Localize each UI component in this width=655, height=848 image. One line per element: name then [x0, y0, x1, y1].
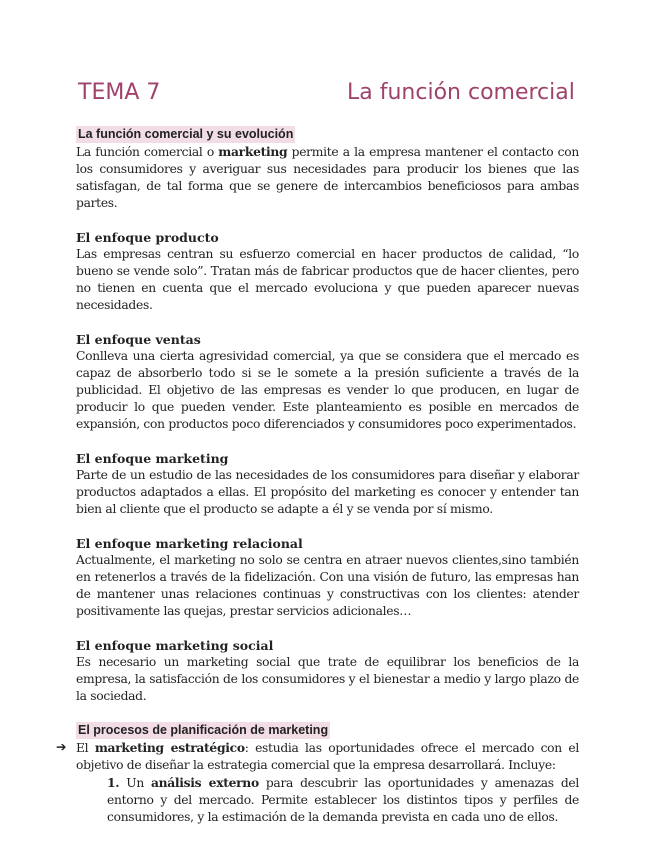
bullet-text: [76, 739, 579, 774]
page-title: La función comercial: [347, 80, 575, 105]
text-span: Un: [119, 776, 151, 790]
text-span: : estudia las oportunidades ofrece el mercado con el objetivo de diseñar la estrategia comercial que la empresa desarrollará. Incluye:: [76, 741, 579, 772]
numbered-item: [76, 774, 579, 826]
item-number: 1.: [107, 775, 120, 790]
section-paragraph: Parte de un estudio de las necesidades de los consumidores para diseñar y elaborar productos adaptados a ellas. El propósito del marketing es conocer y entender tan bien al cliente que el producto se adapte a él y se venda por sí mismo.: [76, 468, 579, 516]
section-commercial-function: [76, 126, 579, 212]
section-marketing-approach: [76, 450, 579, 518]
document-body: [56, 126, 580, 826]
section-heading: El enfoque ventas: [76, 332, 201, 347]
arrow-bullet-icon: ➔: [56, 740, 67, 754]
bold-term: análisis externo: [150, 775, 259, 790]
section-paragraph: [76, 143, 579, 212]
section-planning-process: [56, 722, 580, 826]
section-paragraph: Conlleva una cierta agresividad comercial, ya que se considera que el mercado es capaz de absorberlo todo si se le somete a la presión suficiente a través de la publicidad. El objetivo de las empresas es vender lo que producen, en lugar de producir lo que pueden vender. Este planteamiento es posible en mercados de expansión, con productos poco diferenciados y consumidores poco experimentados.: [76, 349, 579, 431]
section-social-marketing: [76, 637, 579, 705]
text-span: permite a la empresa mantener el contacto con los consumidores y averiguar sus necesidades para producir los bienes que las satisfagan, de tal forma que se genere de intercambios beneficiosos para ambas partes.: [76, 145, 579, 210]
section-paragraph: Es necesario un marketing social que trate de equilibrar los beneficios de la empresa, la satisfacción de los consumidores y el bienestar a medio y largo plazo de la sociedad.: [76, 655, 579, 703]
section-relational-marketing: [76, 535, 579, 620]
section-heading-highlighted: El procesos de planificación de marketing: [78, 723, 329, 737]
numbered-text: [107, 774, 579, 826]
bullet-item: [56, 739, 579, 774]
text-span: La función comercial o: [76, 145, 219, 159]
theme-number: TEMA 7: [78, 80, 161, 105]
bold-term: marketing estratégico: [94, 740, 245, 755]
section-sales-approach: [76, 331, 579, 433]
section-paragraph: Las empresas centran su esfuerzo comercial en hacer productos de calidad, “lo bueno se vende solo”. Tratan más de fabricar productos que de hacer clientes, pero no tienen en cuenta que el mercado evoluciona y que pueden aparecer nuevas necesidades.: [76, 247, 579, 312]
section-heading: El enfoque marketing: [76, 451, 229, 466]
bold-term: marketing: [218, 144, 288, 159]
section-paragraph: Actualmente, el marketing no solo se centra en atraer nuevos clientes,sino también en retenerlos a través de la fidelización. Con una visión de futuro, las empresas han de mantener unas relaciones continuas y constructivas con los clientes: atender positivamente las quejas, prestar servicios adicionales…: [76, 553, 579, 618]
section-heading-highlighted: La función comercial y su evolución: [78, 127, 294, 141]
section-heading: El enfoque marketing social: [76, 638, 274, 653]
section-heading: El enfoque marketing relacional: [76, 536, 303, 551]
section-heading: El enfoque producto: [76, 230, 219, 245]
text-span: para descubrir las oportunidades y amenazas del entorno y del mercado. Permite establecer los distintos tipos y perfiles de consumidores, y la estimación de la demanda prevista en cada uno de ellos.: [107, 776, 580, 824]
text-span: El: [76, 741, 95, 755]
section-product-approach: [76, 229, 579, 314]
